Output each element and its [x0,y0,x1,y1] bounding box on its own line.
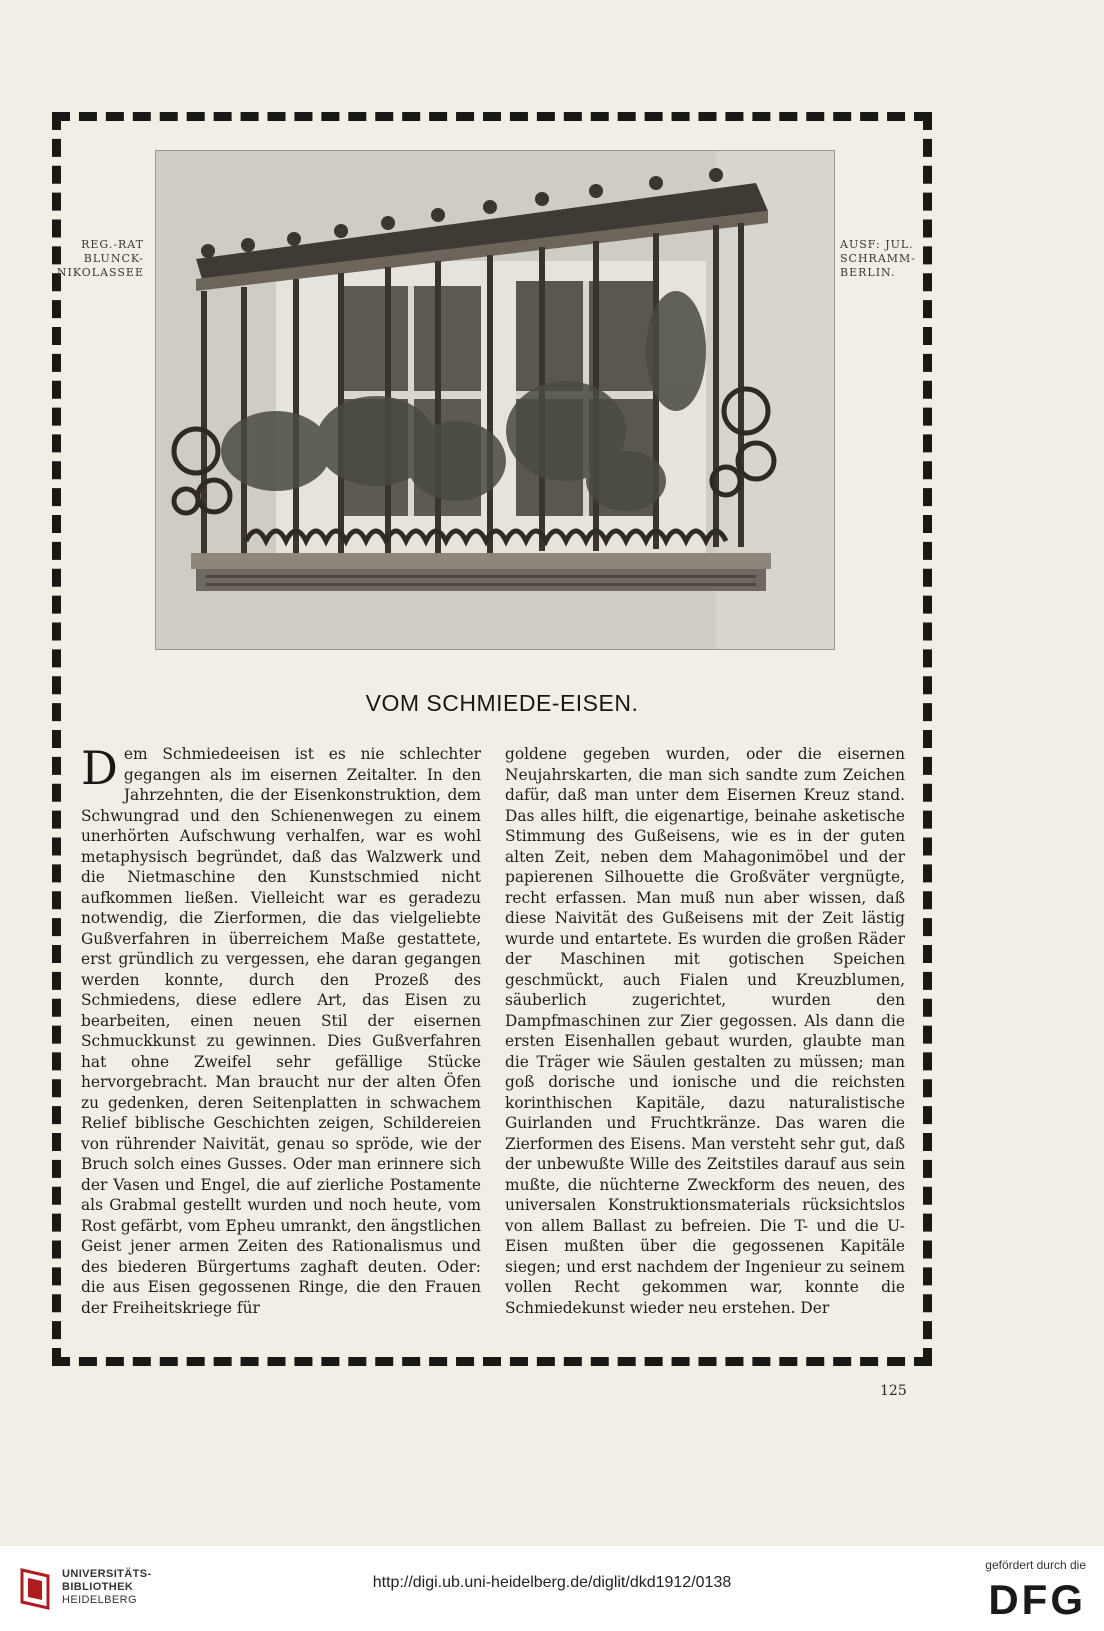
column-text: goldene gegeben wurden, oder die eisernen Neujahrskarten, die man sich sandte zum Zeichen dafür, daß man unter dem Eisernen Kreuz stand. Das alles hilft, die eigenartige, beinahe asketische Stimmung des Gußeisens, wie es in der guten alten Zeit, neben dem Mahagonimöbel und der papierenen Silhouette die Großväter vergnügte, recht erfassen. Man muß nun aber wissen, daß diese Naivität des Gußeisens mit der Zeit lästig wurde und entartete. Es wurden die großen Räder der Maschinen mit gotischen Speichen geschmückt, auch Fialen und Kreuzblumen, säuberlich zugerichtet, wurden den Dampfmaschinen zur Zier gegossen. Als dann die ersten Eisenhallen gebaut wurden, glaubte man die Träger wie Säulen gestalten zu müssen; man goß dorische und ionische und die reichsten korinthischen Kapitäle, dazu naturalistische Guirlanden und Fruchtkränze. Das waren die Zierformen des Eisens. Man versteht sehr gut, daß der unbewußte Wille des Zeitstiles darauf aus sein mußte, die nüchterne Zweckform des neuen, des universalen Konstruktionsmaterials rücksichtslos von allem Ballast zu befreien. Die T- und die U-Eisen mußten über die gegossenen Kapitäle siegen; und erst nachdem der Ingenieur zu seinem vollen Recht gekommen war, konnte die Schmiedekunst wieder neu erstehen. Der [505,745,905,1317]
article-column-left [81,741,481,1318]
funding-note: gefördert durch die [985,1558,1086,1572]
library-name-line: BIBLIOTHEK [62,1581,134,1593]
credit-line: REG.-RAT [81,238,144,251]
credit-line: AUSF: JUL. [840,238,914,251]
library-name-line: UNIVERSITÄTS- [62,1568,152,1580]
library-name-line: HEIDELBERG [62,1594,137,1606]
architect-credit [57,238,144,280]
credit-line: BLUNCK- [83,252,144,265]
article-column-right [505,744,905,1318]
credit-line: SCHRAMM- [840,252,917,265]
credit-line: BERLIN. [840,266,896,279]
dfg-logo[interactable]: DFG [988,1576,1086,1623]
balcony-railing-photo [155,150,835,650]
column-text: em Schmiedeeisen ist es nie schlechter gegangen als im eisernen Zeitalter. In den Jahrzehnten, die der Eisenkonstruktion, dem Schwungrad und den Schienenwegen zu einem unerhörten Aufschwung verhalfen, war es wohl metaphysisch begründet, daß das Walzwerk und die Nietmaschine den Kunstschmied nicht aufkommen ließen. Vielleicht war es geradezu notwendig, die Zierformen, die das vielgeliebte Gußverfahren in überreichem Maße gestattete, erst gründlich zu vergessen, ehe daran gegangen werden konnte, durch den Prozeß des Schmiedens, diese edlere Art, das Eisen zu bearbeiten, einen neuen Stil der eisernen Schmuckkunst zu gewinnen. Dies Gußverfahren hat ohne Zweifel sehr gefällige Stücke hervorgebracht. Man braucht nur der alten Öfen zu gedenken, deren Seitenplatten in schwachem Relief biblische Geschichten zeigen, Schildereien von rührender Naivität, genau so spröde, wie der Bruch solch eines Gusses. Oder man erinnere sich der Vasen und Engel, die auf zierliche Postamente als Grabmal gestellt wurden und noch heute, vom Rost gefärbt, vom Epheu umrankt, den ängstlichen Geist jener armen Zeiten des Rationalismus und des biederen Bürgertums zaghaft deuten. Oder: die aus Eisen gegossenen Ringe, die den Frauen der Freiheitskriege für [81,745,481,1317]
drop-cap: D [81,741,118,795]
credit-line: NIKOLASSEE [56,266,144,279]
photo-illustration [156,151,835,650]
page-number: 125 [880,1383,907,1399]
permalink-url[interactable]: http://digi.ub.uni-heidelberg.de/diglit/dkd1912/0138 [372,1574,732,1591]
viewer-footer [0,1546,1104,1631]
article-title: VOM SCHMIEDE-EISEN. [365,690,639,716]
maker-credit [840,238,916,280]
